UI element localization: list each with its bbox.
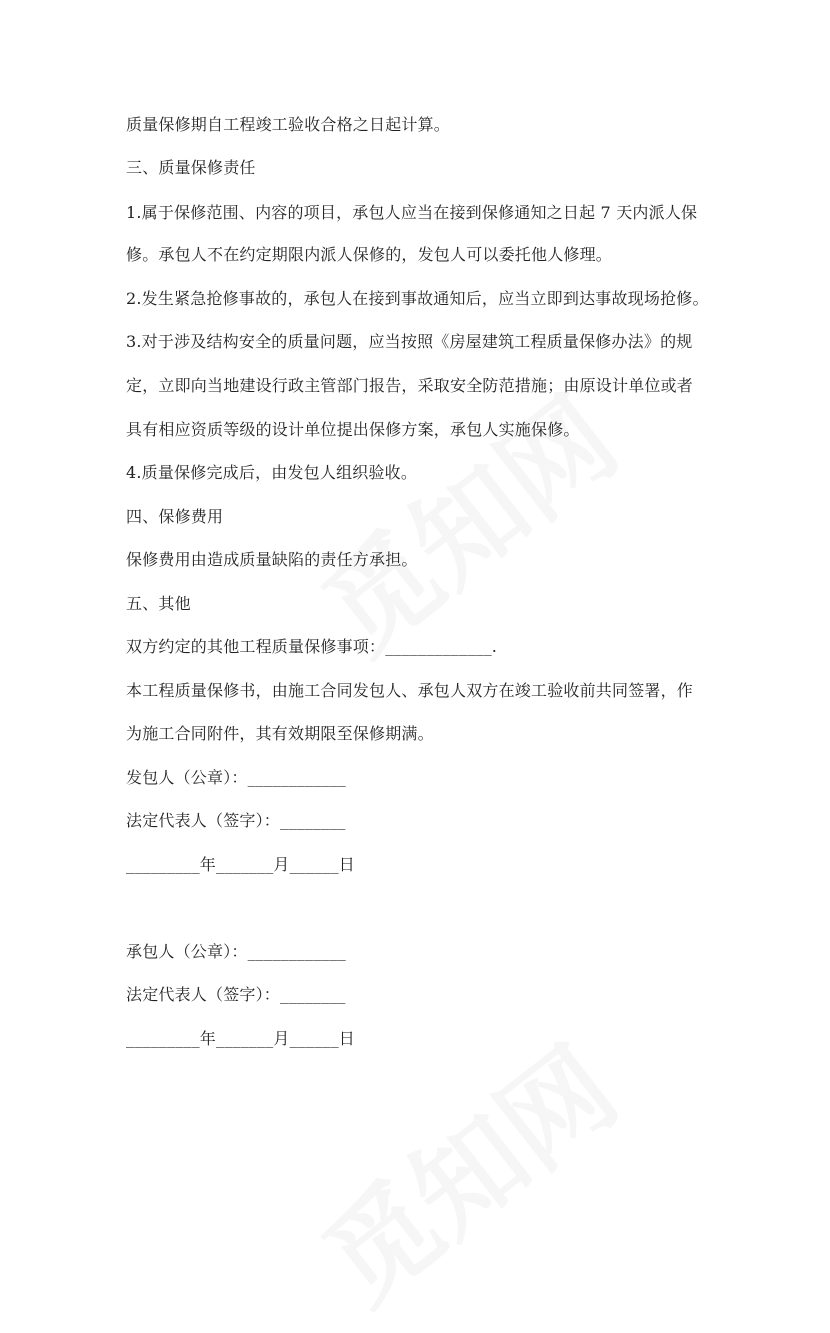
- section-heading-3: 三、质量保修责任: [126, 158, 256, 177]
- section-heading-5: 五、其他: [126, 594, 191, 613]
- paragraph-line: 具有相应资质等级的设计单位提出保修方案，承包人实施保修。: [126, 420, 580, 439]
- contractor-seal-line: 承包人（公章）：____________: [126, 942, 347, 961]
- paragraph-line: 质量保修期自工程竣工验收合格之日起计算。: [126, 115, 451, 134]
- paragraph-line: 1.属于保修范围、内容的项目，承包人应当在接到保修通知之日起 7 天内派人保: [126, 203, 698, 222]
- paragraph-line: 本工程质量保修书，由施工合同发包人、承包人双方在竣工验收前共同签署，作: [126, 681, 694, 700]
- employer-seal-line: 发包人（公章）：____________: [126, 768, 347, 787]
- paragraph-line: 修。承包人不在约定期限内派人保修的，发包人可以委托他人修理。: [126, 245, 613, 264]
- paragraph-line: 为施工合同附件，其有效期限至保修期满。: [126, 724, 434, 743]
- employer-representative-line: 法定代表人（签字）：________: [126, 811, 346, 830]
- paragraph-line: 保修费用由造成质量缺陷的责任方承担。: [126, 550, 418, 569]
- watermark-bottom: [286, 1005, 643, 1333]
- paragraph-line: 4.质量保修完成后，由发包人组织验收。: [126, 463, 418, 482]
- paragraph-line: 2.发生紧急抢修事故的，承包人在接到事故通知后，应当立即到达事故现场抢修。: [126, 289, 709, 308]
- contractor-representative-line: 法定代表人（签字）：________: [126, 985, 346, 1004]
- section-heading-4: 四、保修费用: [126, 507, 224, 526]
- paragraph-line: 双方约定的其他工程质量保修事项：_____________.: [126, 637, 498, 656]
- paragraph-line: 定，立即向当地建设行政主管部门报告，采取安全防范措施；由原设计单位或者: [126, 376, 694, 395]
- watermark: [286, 355, 643, 683]
- employer-date-line: _________年_______月______日: [126, 855, 356, 874]
- paragraph-line: 3.对于涉及结构安全的质量问题，应当按照《房屋建筑工程质量保修办法》的规: [126, 332, 693, 351]
- contractor-date-line: _________年_______月______日: [126, 1029, 356, 1048]
